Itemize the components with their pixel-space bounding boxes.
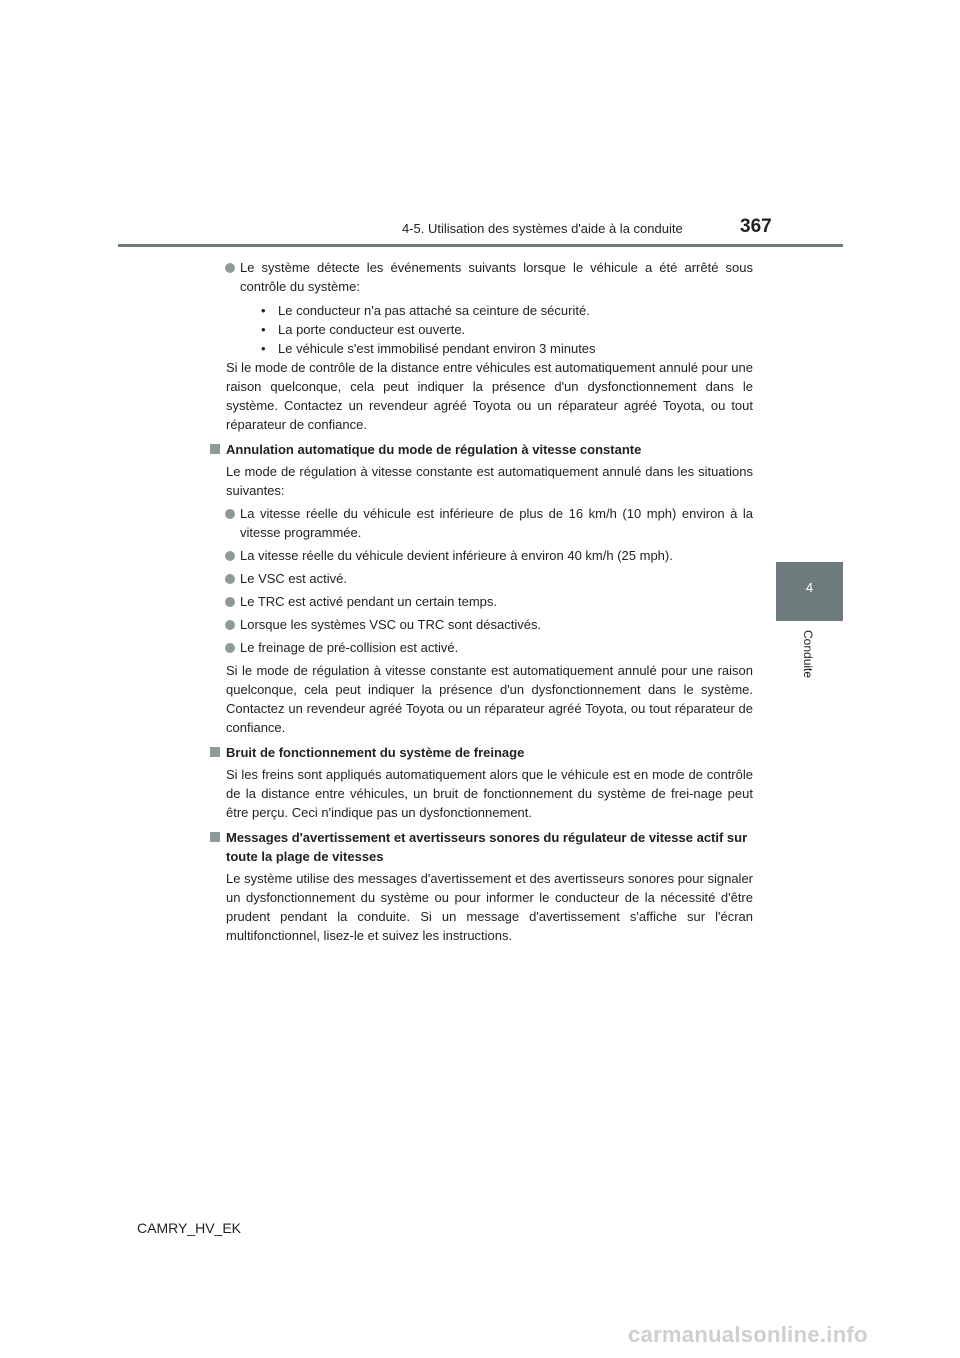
sub-list-item: • La porte conducteur est ouverte.: [261, 322, 466, 337]
bullet-circle-icon: [225, 509, 235, 519]
sub-list-item: • Le conducteur n'a pas attaché sa ceinture de sécurité.: [261, 303, 590, 318]
list-item: Le freinage de pré-collision est activé.: [210, 638, 753, 657]
chapter-label: [800, 630, 816, 690]
bullet-circle-icon: [225, 551, 235, 561]
bullet-circle-icon: [225, 620, 235, 630]
bullet-dot-icon: •: [261, 341, 266, 356]
bullet-circle-icon: [225, 597, 235, 607]
list-item: Lorsque les systèmes VSC ou TRC sont désactivés.: [210, 615, 753, 634]
heading-square-icon: [210, 832, 220, 842]
paragraph: Le mode de régulation à vitesse constante est automatiquement annulé dans les situations suivantes:: [226, 464, 753, 498]
watermark: carmanualsonline.info: [628, 1322, 868, 1347]
section-heading: Messages d'avertissement et avertisseurs sonores du régulateur de vitesse actif sur toute la plage de vitesses: [210, 828, 753, 866]
bullet-dot-icon: •: [261, 303, 266, 318]
bullet-circle-icon: [225, 574, 235, 584]
list-item: Le TRC est activé pendant un certain temps.: [210, 592, 753, 611]
document-code: CAMRY_HV_EK: [137, 1220, 242, 1236]
bullet-circle-icon: [225, 263, 235, 273]
section-heading: Bruit de fonctionnement du système de freinage: [210, 743, 753, 762]
chapter-tab: [776, 562, 843, 621]
sub-list-item: • Le véhicule s'est immobilisé pendant environ 3 minutes: [261, 341, 596, 356]
heading-square-icon: [210, 747, 220, 757]
paragraph: Si le mode de régulation à vitesse constante est automatiquement annulé pour une raison quelconque, cela peut indiquer la présence d'un dysfonctionnement dans le système. Contactez un revendeur agréé Toyota ou un réparateur agréé Toyota, ou tout réparateur de confiance.: [226, 663, 753, 735]
list-item: La vitesse réelle du véhicule devient inférieure à environ 40 km/h (25 mph).: [210, 546, 753, 565]
chapter-number: 4: [805, 580, 814, 595]
bullet-text: Le système détecte les événements suivants lorsque le véhicule a été arrêté sous contrôle du système:: [240, 260, 753, 294]
bullet-circle-icon: [225, 643, 235, 653]
chapter-label-text: Conduite: [801, 630, 815, 679]
sub-list: [258, 301, 753, 358]
page-content: [210, 254, 753, 945]
paragraph: Si les freins sont appliqués automatiquement alors que le véhicule est en mode de contrôle de la distance entre véhicules, un bruit de fonctionnement du système de frei-nage peut être perçu. Ceci n'indique pas un dysfonctionnement.: [226, 767, 753, 820]
bullet-dot-icon: •: [261, 322, 266, 337]
list-item: Le VSC est activé.: [210, 569, 753, 588]
header-divider: [118, 244, 843, 247]
heading-square-icon: [210, 444, 220, 454]
list-item: [210, 258, 753, 358]
running-header: 4-5. Utilisation des systèmes d'aide à la conduite: [402, 221, 683, 236]
list-item: La vitesse réelle du véhicule est inférieure de plus de 16 km/h (10 mph) environ à la vitesse programmée.: [210, 504, 753, 542]
paragraph: Si le mode de contrôle de la distance entre véhicules est automatiquement annulé pour une raison quelconque, cela peut indiquer la présence d'un dysfonctionnement dans le système. Contactez un revendeur agréé Toyota ou un réparateur agréé Toyota, ou tout réparateur de confiance.: [226, 360, 753, 432]
section-heading: Annulation automatique du mode de régulation à vitesse constante: [210, 440, 753, 459]
paragraph: Le système utilise des messages d'avertissement et des avertisseurs sonores pour signaler un dysfonctionnement du système ou pour informer le conducteur de la nécessité d'être prudent pendant la conduite. Si un message d'avertissement s'affiche sur l'écran multifonctionnel, lisez-le et suivez les instructions.: [226, 871, 753, 943]
page-number: 367: [740, 216, 772, 237]
